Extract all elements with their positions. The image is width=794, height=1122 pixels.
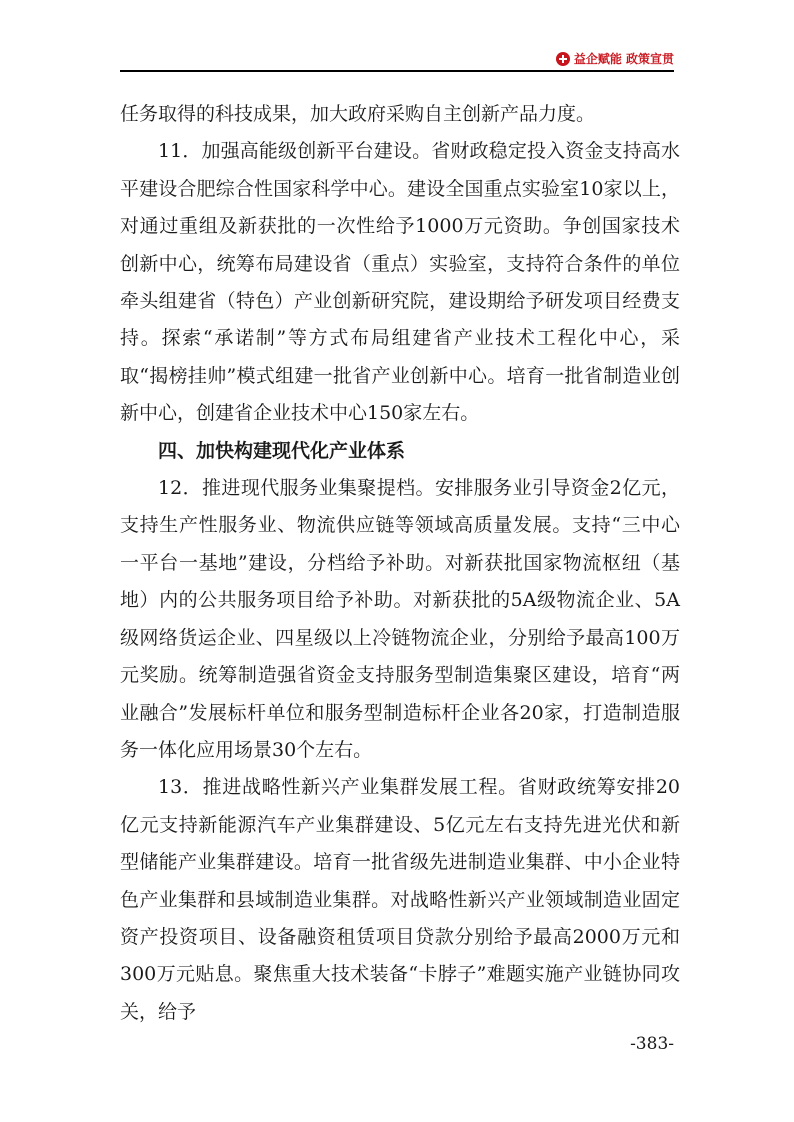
page-header	[120, 44, 674, 74]
paragraph-item-11: 11．加强高能级创新平台建设。省财政稳定投入资金支持高水平建设合肥综合性国家科学中心。建设全国重点实验室10家以上，对通过重组及新获批的一次性给予1000万元资助。争创国家技术创新中心，统筹布局建设省（重点）实验室，支持符合条件的单位牵头组建省（特色）产业创新研究院，建设期给予研发项目经费支持。探索“承诺制”等方式布局组建省产业技术工程化中心，采取“揭榜挂帅”模式组建一批省产业创新中心。培育一批省制造业创新中心，创建省企业技术中心150家左右。	[120, 140, 680, 425]
brand-logo-icon	[556, 52, 570, 66]
page-number: -383-	[630, 1034, 674, 1054]
brand-text: 益企赋能 政策宣贯	[573, 52, 674, 66]
section-heading: 四、加快构建现代化产业体系	[158, 439, 406, 462]
paragraph-continuation: 任务取得的科技成果，加大政府采购自主创新产品力度。	[120, 103, 596, 125]
paragraph-item-13: 13．推进战略性新兴产业集群发展工程。省财政统筹安排20亿元支持新能源汽车产业集群建设、5亿元左右支持先进光伏和新型储能产业集群建设。培育一批省级先进制造业集群、中小企业特色产业集群和县域制造业集群。对战略性新兴产业领域制造业固定资产投资项目、设备融资租赁项目贷款分别给予最高2000万元和300万元贴息。聚焦重大技术装备“卡脖子”难题实施产业链协同攻关，给予	[120, 776, 680, 1023]
header-divider	[120, 70, 674, 72]
document-body	[120, 96, 680, 1031]
paragraph-item-12: 12．推进现代服务业集聚提档。安排服务业引导资金2亿元，支持生产性服务业、物流供应链等领域高质量发展。支持“三中心一平台一基地”建设，分档给予补助。对新获批国家物流枢纽（基地）内的公共服务项目给予补助。对新获批的5A级物流企业、5A级网络货运企业、四星级以上冷链物流企业，分别给予最高100万元奖励。统筹制造强省资金支持服务型制造集聚区建设，培育“两业融合”发展标杆单位和服务型制造标杆企业各20家，打造制造服务一体化应用场景30个左右。	[120, 477, 680, 761]
brand-mark	[556, 50, 674, 67]
